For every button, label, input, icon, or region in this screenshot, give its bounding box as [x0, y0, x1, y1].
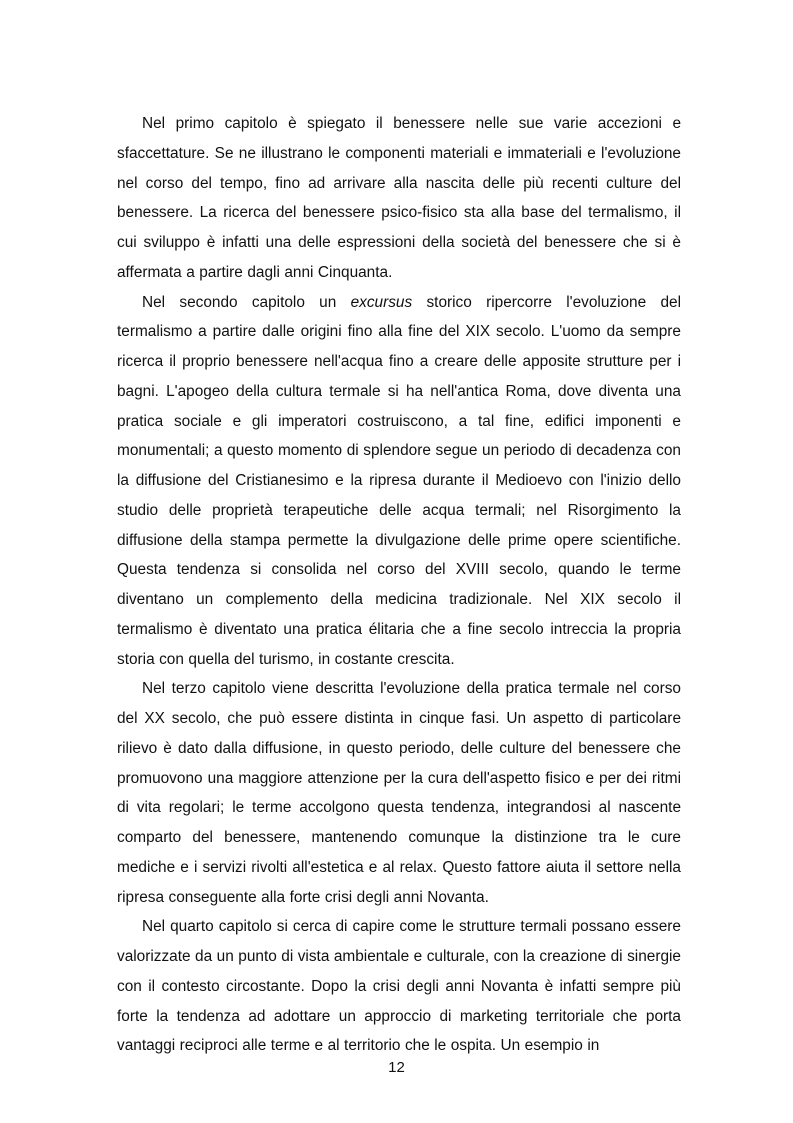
paragraph-chapter-two-rest: storico ripercorre l'evoluzione del termalismo a partire dalle origini fino alla fine del XIX secolo. L'uomo da sempre ricerca il proprio benessere nell'acqua fino a creare delle apposite strutture per i bagni. L'apogeo della cultura termale si ha nell'antica Roma, dove diventa una pratica sociale e gli imperatori costruiscono, a tal fine, edifici imponenti e monumentali; a questo momento di splendore segue un periodo di decadenza con la diffusione del Cristianesimo e la ripresa durante il Medioevo con l'inizio dello studio delle proprietà terapeutiche delle acqua termali; nel Risorgimento la diffusione della stampa permette la divulgazione delle prime opere scientifiche. Questa tendenza si consolida nel corso del XVIII secolo, quando le terme diventano un complemento della medicina tradizionale. Nel XIX secolo il termalismo è diventato una pratica élitaria che a fine secolo intreccia la propria storia con quella del turismo, in costante crescita.	[117, 293, 681, 668]
paragraph-chapter-one: Nel primo capitolo è spiegato il benessere nelle sue varie accezioni e sfaccettature. Se ne illustrano le componenti materiali e immateriali e l'evoluzione nel corso del tempo, fino ad arrivare alla nascita delle più recenti culture del benessere. La ricerca del benessere psico-fisico sta alla base del termalismo, il cui sviluppo è infatti una delle espressioni della società del benessere che si è affermata a partire dagli anni Cinquanta.	[117, 115, 681, 281]
emphasis-excursus: excursus	[350, 293, 413, 311]
body-text	[117, 109, 681, 1061]
page-number: 12	[388, 1059, 405, 1076]
paragraph-chapter-three: Nel terzo capitolo viene descritta l'evoluzione della pratica termale nel corso del XX secolo, che può essere distinta in cinque fasi. Un aspetto di particolare rilievo è dato dalla diffusione, in questo periodo, delle culture del benessere che promuovono una maggiore attenzione per la cura dell'aspetto fisico e per dei ritmi di vita regolari; le terme accolgono questa tendenza, integrandosi al nascente comparto del benessere, mantenendo comunque la distinzione tra le cure mediche e i servizi rivolti all'estetica e al relax. Questo fattore aiuta il settore nella ripresa conseguente alla forte crisi degli anni Novanta.	[117, 680, 681, 906]
paragraph-chapter-four: Nel quarto capitolo si cerca di capire come le strutture termali possano essere valorizzate da un punto di vista ambientale e culturale, con la creazione di sinergie con il contesto circostante. Dopo la crisi degli anni Novanta è infatti sempre più forte la tendenza ad adottare un approccio di marketing territoriale che porta vantaggi reciproci alle terme e al territorio che le ospita. Un esempio in	[117, 918, 681, 1055]
paragraph-chapter-two	[117, 288, 681, 675]
paragraph-chapter-two-start: Nel secondo capitolo un	[142, 293, 351, 311]
